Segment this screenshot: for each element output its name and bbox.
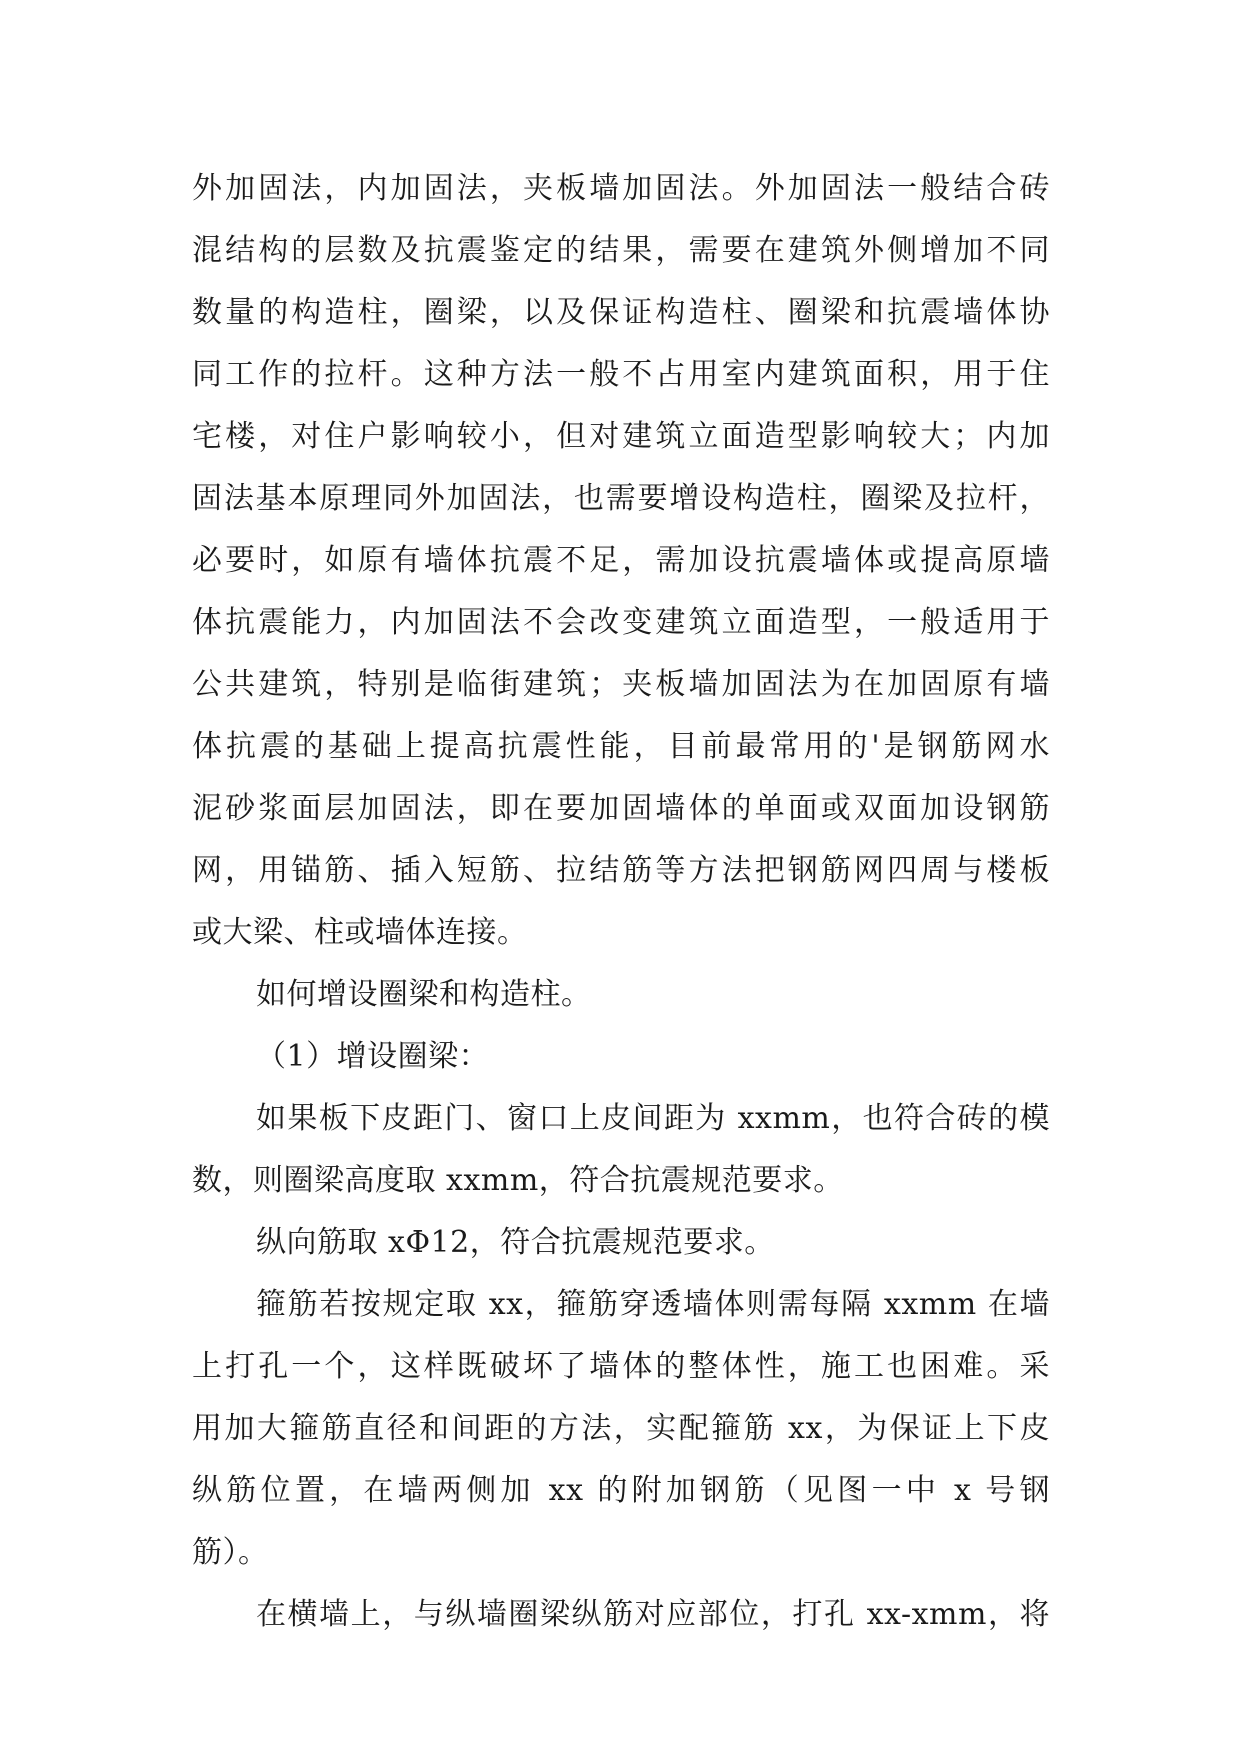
text-line: 或大梁、柱或墙体连接。 [192,915,528,950]
text-line: 纵筋位置，在墙两侧加 xx 的附加钢筋（见图一中 x 号钢 [192,1473,1050,1508]
text-line: 上打孔一个，这样既破坏了墙体的整体性，施工也困难。采 [192,1349,1050,1384]
text-line: 必要时，如原有墙体抗震不足，需加设抗震墙体或提高原墙 [192,543,1050,578]
paragraph-transverse-wall: 在横墙上，与纵墙圈梁纵筋对应部位，打孔 xx-xmm，将 [256,1597,1050,1632]
paragraph-stirrups [192,1274,1050,1584]
text-line: 如果板下皮距门、窗口上皮间距为 xxmm，也符合砖的模 [256,1101,1050,1136]
text-line: 宅楼，对住户影响较小，但对建筑立面造型影响较大；内加 [192,419,1050,454]
text-line: 体抗震能力，内加固法不会改变建筑立面造型，一般适用于 [192,605,1050,640]
text-line: 体抗震的基础上提高抗震性能，目前最常用的'是钢筋网水 [192,729,1050,764]
text-line: 数量的构造柱，圈梁，以及保证构造柱、圈梁和抗震墙体协 [192,295,1050,330]
text-line: 混结构的层数及抗震鉴定的结果，需要在建筑外侧增加不同 [192,233,1050,268]
text-line: 网，用锚筋、插入短筋、拉结筋等方法把钢筋网四周与楼板 [192,853,1050,888]
paragraph-reinforcement-methods [192,158,1050,964]
paragraph-ring-beam-height [192,1088,1050,1212]
text-line: 外加固法，内加固法，夹板墙加固法。外加固法一般结合砖 [192,171,1050,206]
paragraph-longitudinal-bars: 纵向筋取 xΦ12，符合抗震规范要求。 [256,1225,775,1260]
document-page [192,158,1050,1646]
text-line: 箍筋若按规定取 xx，箍筋穿透墙体则需每隔 xxmm 在墙 [256,1287,1050,1322]
text-line: 同工作的拉杆。这种方法一般不占用室内建筑面积，用于住 [192,357,1050,392]
text-line: 用加大箍筋直径和间距的方法，实配箍筋 xx，为保证上下皮 [192,1411,1050,1446]
text-line: 公共建筑，特别是临街建筑；夹板墙加固法为在加固原有墙 [192,667,1050,702]
text-line: 筋）。 [192,1535,269,1570]
paragraph-heading: 如何增设圈梁和构造柱。 [256,977,592,1012]
section-heading: （1）增设圈梁： [256,1039,490,1074]
text-line: 泥砂浆面层加固法，即在要加固墙体的单面或双面加设钢筋 [192,791,1050,826]
text-line: 数，则圈梁高度取 xxmm，符合抗震规范要求。 [192,1163,844,1198]
text-line: 固法基本原理同外加固法，也需要增设构造柱，圈梁及拉杆， [192,481,1050,516]
